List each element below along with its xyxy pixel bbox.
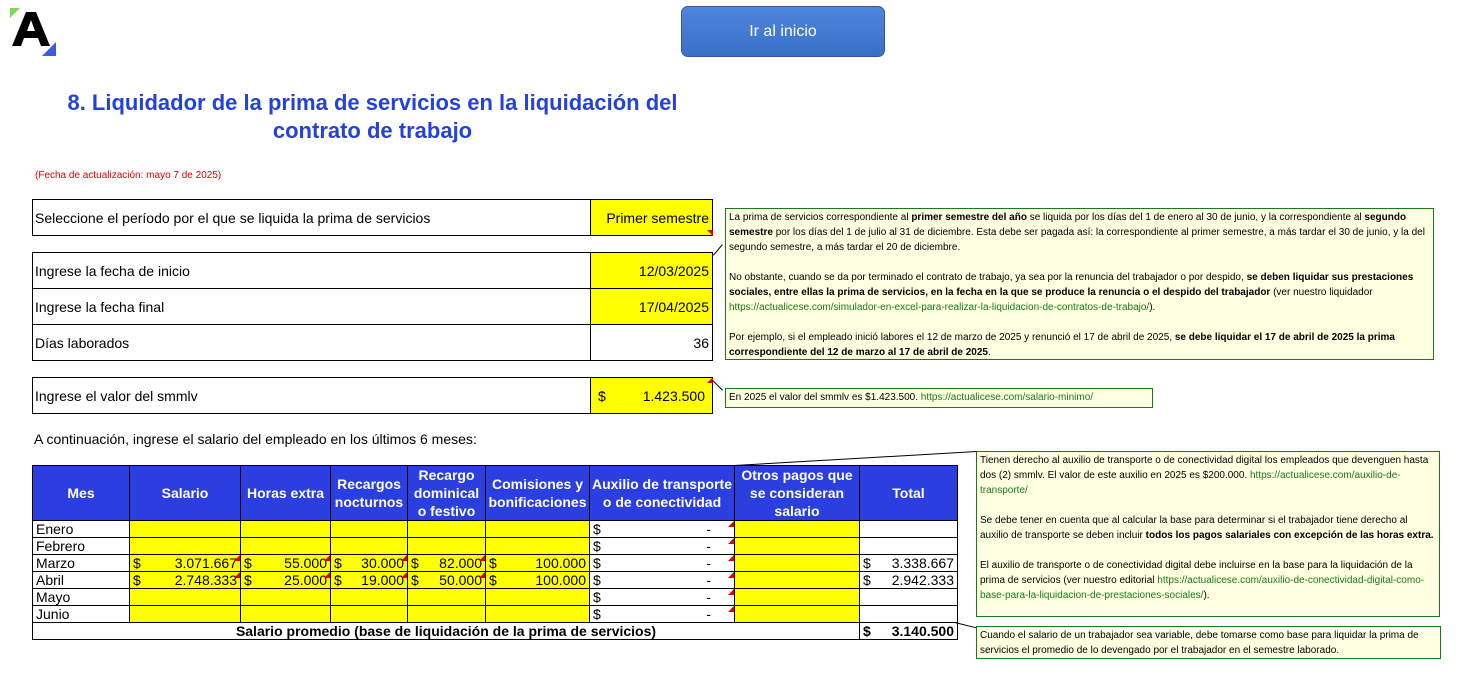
auxilio-value: - — [706, 572, 711, 588]
nocturnos-input[interactable] — [331, 589, 408, 606]
total-cell — [860, 555, 958, 572]
otros-pagos-input[interactable] — [735, 606, 860, 623]
smmlv-currency: $ — [598, 387, 606, 404]
col-salario: Salario — [130, 466, 241, 521]
logo-green-corner — [10, 8, 20, 18]
auxilio-cell — [590, 538, 735, 555]
comisiones-input[interactable] — [486, 606, 590, 623]
table-row — [33, 606, 958, 623]
note-period-info: La prima de servicios correspondiente al primer semestre del año se liquida por los días del 1 de enero al 30 de junio, y la correspondiente al segundo semestre por los días del 1 de julio al 31 de diciembre. Esta debe ser pagada así: la correspondiente al primer semestre, a más tardar el 30 de junio, y la del segundo semestre, a más tardar el 20 de diciembre. No obstante, cuando se da por terminado el contrato de trabajo, ya sea por la renuncia del trabajador o por despido, se deben liquidar sus prestaciones sociales, entre ellas la prima de servicios, en la fecha en la que se produce la renuncia o el despido del trabajador (ver nuestro liquidador https://actualicese.com/simulador-en-excel-para-realizar-la-liquidacion-de-contratos-de-trabajo/). Por ejemplo, si el empleado inició labores el 12 de marzo de 2025 y renunció el 17 de abril de 2025, se debe liquidar el 17 de abril de 2025 la prima correspondiente del 12 de marzo al 17 de abril de 2025. — [725, 208, 1434, 360]
nocturnos-input[interactable] — [331, 538, 408, 555]
horas-value: 25.000 — [284, 572, 327, 588]
salario-input[interactable] — [130, 589, 241, 606]
nocturnos-input[interactable] — [331, 555, 408, 572]
salario-value: 3.071.667 — [174, 555, 237, 571]
currency-symbol: $ — [593, 521, 601, 537]
horas-input[interactable] — [241, 538, 331, 555]
auxilio-value: - — [706, 606, 711, 622]
conectividad-link[interactable]: https://actualicese.com/auxilio-de-conectividad-digital-como-base-para-la-liquidacion-de-prestaciones-sociales/ — [980, 575, 1425, 601]
otros-pagos-input[interactable] — [735, 572, 860, 589]
col-recargo-dominical: Recargo dominical o festivo — [408, 466, 486, 521]
note-smmlv: En 2025 el valor del smmlv es $1.423.500. https://actualicese.com/salario-minimo/ — [725, 388, 1153, 408]
currency-symbol: $ — [593, 538, 601, 554]
average-row — [33, 623, 958, 640]
dominical-input[interactable] — [408, 521, 486, 538]
col-comisiones: Comisiones y bonificaciones — [486, 466, 590, 521]
dominical-input[interactable] — [408, 538, 486, 555]
comisiones-input[interactable] — [486, 555, 590, 572]
currency-symbol: $ — [489, 555, 497, 571]
home-button[interactable]: Ir al inicio — [681, 6, 885, 57]
end-date-label: Ingrese la fecha final — [33, 289, 590, 325]
auxilio-cell — [590, 572, 735, 589]
table-header-row — [33, 466, 958, 521]
salario-input[interactable] — [130, 555, 241, 572]
col-horas-extra: Horas extra — [241, 466, 331, 521]
salario-input[interactable] — [130, 572, 241, 589]
salario-input[interactable] — [130, 538, 241, 555]
auxilio-value: - — [706, 555, 711, 571]
end-date-input[interactable]: 17/04/2025 — [590, 289, 712, 325]
total-value: 2.942.333 — [891, 572, 954, 588]
page-title: 8. Liquidador de la prima de servicios en la liquidación del contrato de trabajo — [67, 90, 678, 143]
nocturnos-input[interactable] — [331, 572, 408, 589]
currency-symbol: $ — [244, 572, 252, 588]
comment-marker — [707, 230, 713, 236]
month-cell: Marzo — [33, 555, 130, 572]
liquidador-link[interactable]: https://actualicese.com/simulador-en-excel-para-realizar-la-liquidacion-de-contratos-de-trabajo/ — [729, 302, 1150, 313]
otros-pagos-input[interactable] — [735, 538, 860, 555]
comisiones-input[interactable] — [486, 521, 590, 538]
total-cell — [860, 589, 958, 606]
month-cell: Febrero — [33, 538, 130, 555]
nocturnos-input[interactable] — [331, 606, 408, 623]
col-total: Total — [860, 466, 958, 521]
month-cell: Mayo — [33, 589, 130, 606]
total-cell — [860, 521, 958, 538]
comisiones-value: 100.000 — [535, 572, 586, 588]
salary-table — [32, 465, 958, 640]
horas-value: 55.000 — [284, 555, 327, 571]
horas-input[interactable] — [241, 589, 331, 606]
horas-input[interactable] — [241, 572, 331, 589]
otros-pagos-input[interactable] — [735, 555, 860, 572]
total-cell — [860, 606, 958, 623]
nocturnos-input[interactable] — [331, 521, 408, 538]
dominical-input[interactable] — [408, 589, 486, 606]
smmlv-input[interactable] — [590, 378, 712, 413]
start-date-input[interactable]: 12/03/2025 — [590, 253, 712, 289]
currency-symbol: $ — [411, 572, 419, 588]
days-value: 36 — [590, 325, 712, 360]
col-recargos-nocturnos: Recargos nocturnos — [331, 466, 408, 521]
start-date-label: Ingrese la fecha de inicio — [33, 253, 590, 289]
auxilio-value: - — [706, 589, 711, 605]
month-cell: Abril — [33, 572, 130, 589]
auxilio-link[interactable]: https://actualicese.com/auxilio-de-transporte/ — [980, 470, 1401, 496]
period-select[interactable]: Primer semestre — [590, 200, 712, 235]
currency-symbol: $ — [133, 572, 141, 588]
horas-input[interactable] — [241, 555, 331, 572]
auxilio-value: - — [706, 538, 711, 554]
period-row — [32, 199, 713, 236]
salario-input[interactable] — [130, 606, 241, 623]
horas-input[interactable] — [241, 606, 331, 623]
comisiones-input[interactable] — [486, 572, 590, 589]
average-value: 3.140.500 — [891, 623, 954, 639]
currency-symbol: $ — [244, 555, 252, 571]
currency-symbol: $ — [133, 555, 141, 571]
col-mes: Mes — [33, 466, 130, 521]
auxilio-cell — [590, 555, 735, 572]
average-currency: $ — [863, 623, 871, 639]
intro-text: A continuación, ingrese el salario del empleado en los últimos 6 meses: — [34, 431, 477, 447]
table-row — [33, 555, 958, 572]
currency-symbol: $ — [593, 589, 601, 605]
auxilio-cell — [590, 589, 735, 606]
currency-symbol: $ — [593, 572, 601, 588]
average-label: Salario promedio (base de liquidación de la prima de servicios) — [33, 623, 860, 640]
otros-pagos-input[interactable] — [735, 521, 860, 538]
currency-symbol: $ — [411, 555, 419, 571]
horas-input[interactable] — [241, 521, 331, 538]
smmlv-value: 1.423.500 — [642, 387, 705, 404]
smmlv-label: Ingrese el valor del smmlv — [35, 387, 198, 404]
comisiones-value: 100.000 — [535, 555, 586, 571]
comisiones-input[interactable] — [486, 538, 590, 555]
col-otros-pagos: Otros pagos que se consideran salario — [735, 466, 860, 521]
average-value-cell — [860, 623, 958, 640]
smmlv-row — [32, 377, 713, 414]
month-cell: Junio — [33, 606, 130, 623]
currency-symbol: $ — [489, 572, 497, 588]
otros-pagos-input[interactable] — [735, 589, 860, 606]
salario-minimo-link[interactable]: https://actualicese.com/salario-minimo/ — [920, 392, 1094, 403]
salario-value: 2.748.333 — [174, 572, 237, 588]
currency-symbol: $ — [863, 555, 871, 571]
comisiones-input[interactable] — [486, 589, 590, 606]
table-row — [33, 572, 958, 589]
dominical-input[interactable] — [408, 555, 486, 572]
auxilio-cell — [590, 521, 735, 538]
actualicese-logo[interactable] — [8, 6, 60, 60]
period-label: Seleccione el período por el que se liquida la prima de servicios — [35, 209, 431, 226]
dominical-value: 82.000 — [439, 555, 482, 571]
total-cell — [860, 572, 958, 589]
dominical-input[interactable] — [408, 606, 486, 623]
table-row — [33, 589, 958, 606]
currency-symbol: $ — [593, 606, 601, 622]
table-row — [33, 521, 958, 538]
note-auxilio: Tienen derecho al auxilio de transporte o de conectividad digital los empleados que devenguen hasta dos (2) smmlv. El valor de este auxilio en 2025 es $200.000. https://actualicese.com/auxilio-de-transporte/ Se debe tener en cuenta que al calcular la base para determinar si el trabajador tiene derecho al auxilio de transporte se deben incluir todos los pagos salariales con excepción de las horas extra. El auxilio de transporte o de conectividad digital debe incluirse en la base para la liquidación de la prima de servicios (ver nuestro editorial https://actualicese.com/auxilio-de-conectividad-digital-como-base-para-la-liquidacion-de-prestaciones-sociales/). — [976, 451, 1440, 617]
currency-symbol: $ — [863, 572, 871, 588]
currency-symbol: $ — [334, 555, 342, 571]
month-cell: Enero — [33, 521, 130, 538]
update-date: (Fecha de actualización: mayo 7 de 2025) — [35, 170, 222, 181]
total-value: 3.338.667 — [891, 555, 954, 571]
currency-symbol: $ — [334, 572, 342, 588]
col-auxilio: Auxilio de transporte o de conectividad — [590, 466, 735, 521]
note-salario-variable: Cuando el salario de un trabajador sea variable, debe tomarse como base para liquidar la prima de servicios el promedio de lo devengado por el trabajador en el semestre laborado. — [976, 626, 1441, 659]
dominical-value: 50.000 — [439, 572, 482, 588]
currency-symbol: $ — [593, 555, 601, 571]
total-cell — [860, 538, 958, 555]
nocturnos-value: 30.000 — [361, 555, 404, 571]
auxilio-value: - — [706, 521, 711, 537]
table-row — [33, 538, 958, 555]
auxilio-cell — [590, 606, 735, 623]
days-label: Días laborados — [35, 334, 130, 351]
nocturnos-value: 19.000 — [361, 572, 404, 588]
dates-block — [32, 252, 713, 361]
salario-input[interactable] — [130, 521, 241, 538]
dominical-input[interactable] — [408, 572, 486, 589]
